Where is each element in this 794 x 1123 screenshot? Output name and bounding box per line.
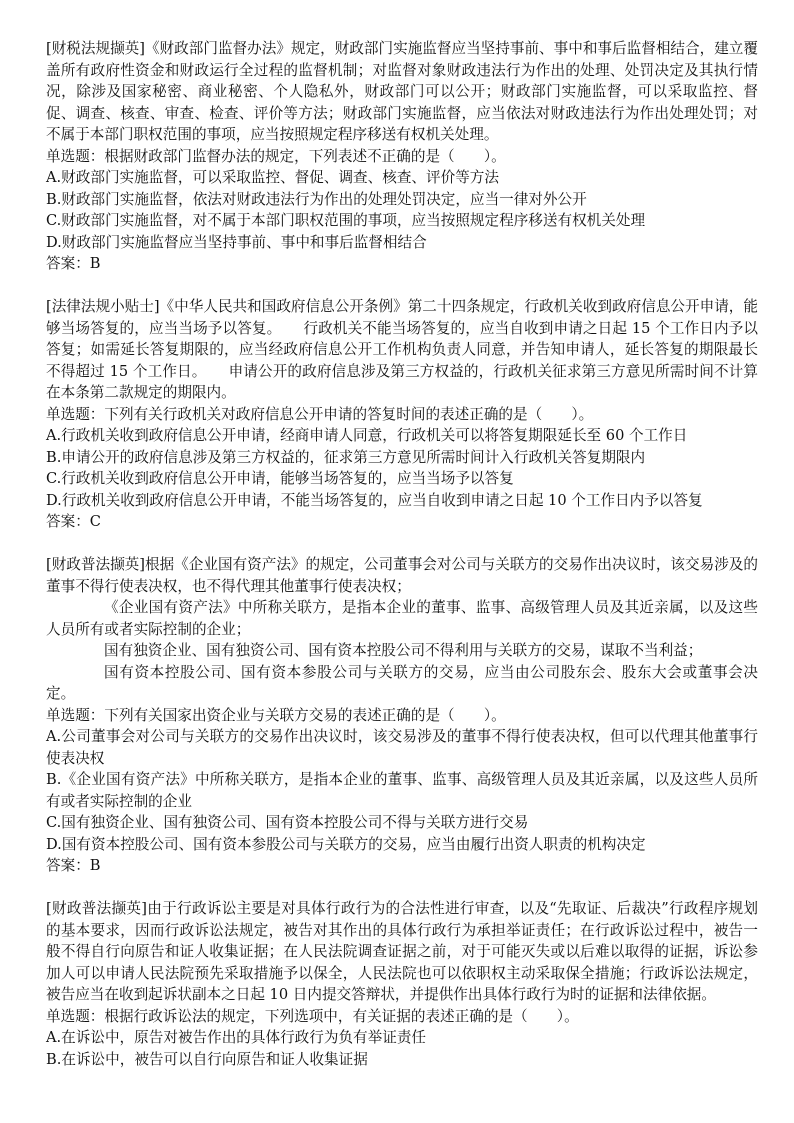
question-stem: 单选题：根据行政诉讼法的规定，下列选项中，有关证据的表述正确的是（ ）。	[46, 1007, 579, 1025]
background-paragraph: [法律法规小贴士]《中华人民共和国政府信息公开条例》第二十四条规定，行政机关收到政府信息公开申请，能够当场答复的，应当当场予以答复。 行政机关不能当场答复的，应当自收到申请之日起 15 个工作日内予以答复；如需延长答复期限的，应当经政府信息公开工作机构负责人同意，并告知申请人，延长答复的期限最长不得超过 15 个工作日。 申请公开的政府信息涉及第三方权益的，行政机关征求第三方意见所需时间不计算在本条第二款规定的期限内。	[46, 298, 758, 401]
option-d: D.国有资本控股公司、国有资本参股公司与关联方的交易，应当由履行出资人职责的机构决定	[46, 835, 646, 853]
option-a: A.公司董事会对公司与关联方的交易作出决议时，该交易涉及的董事不得行使表决权，但可以代理其他董事行使表决权	[46, 728, 758, 767]
background-paragraph: 《企业国有资产法》中所称关联方，是指本企业的董事、监事、高级管理人员及其近亲属，以及这些人员所有或者实际控制的企业；	[46, 599, 758, 638]
option-d: D.行政机关收到政府信息公开申请，不能当场答复的，应当自收到申请之日起 10 个工作日内予以答复	[46, 491, 703, 509]
option-b: B.《企业国有资产法》中所称关联方，是指本企业的董事、监事、高级管理人员及其近亲属，以及这些人员所有或者实际控制的企业	[46, 771, 758, 810]
question-stem: 单选题：下列有关行政机关对政府信息公开申请的答复时间的表述正确的是（ ）。	[46, 405, 594, 423]
option-b: B.财政部门实施监督，依法对财政违法行为作出的处理处罚决定，应当一律对外公开	[46, 190, 587, 208]
background-paragraph: [财政普法撷英]根据《企业国有资产法》的规定，公司董事会对公司与关联方的交易作出决议时，该交易涉及的董事不得行使表决权，也不得代理其他董事行使表决权；	[46, 556, 758, 595]
background-paragraph: [财政普法撷英]由于行政诉讼主要是对具体行政行为的合法性进行审查，以及“先取证、后裁决”行政程序规划的基本要求，因而行政诉讼法规定，被告对其作出的具体行政行为承担举证责任；在行政诉讼过程中，被告一般不得自行向原告和证人收集证据；在人民法院调查证据之前，对于可能灭失或以后难以取得的证据，诉讼参加人可以申请人民法院预先采取措施予以保全，人民法院也可以依职权主动采取保全措施；行政诉讼法规定，被告应当在收到起诉状副本之日起 10 日内提交答辩状，并提供作出具体行政行为时的证据和法律依据。	[46, 900, 758, 1003]
option-d: D.财政部门实施监督应当坚持事前、事中和事后监督相结合	[46, 233, 427, 251]
answer-line: 答案：B	[46, 857, 101, 874]
option-b: B.申请公开的政府信息涉及第三方权益的，征求第三方意见所需时间计入行政机关答复期限内	[46, 448, 646, 466]
question-block	[46, 554, 758, 877]
background-paragraph: 国有资本控股公司、国有资本参股公司与关联方的交易，应当由公司股东会、股东大会或董事会决定。	[46, 663, 758, 702]
answer-line: 答案：C	[46, 513, 101, 530]
option-a: A.行政机关收到政府信息公开申请，经商申请人同意，行政机关可以将答复期限延长至 60 个工作日	[46, 427, 688, 444]
option-c: C.财政部门实施监督，对不属于本部门职权范围的事项，应当按照规定程序移送有权机关处理	[46, 212, 646, 229]
document-page	[46, 38, 758, 1070]
option-a: A.财政部门实施监督，可以采取监控、督促、调查、核查、评价等方法	[46, 169, 499, 186]
question-block	[46, 38, 758, 275]
option-c: C.行政机关收到政府信息公开申请，能够当场答复的，应当当场予以答复	[46, 470, 514, 487]
question-stem: 单选题：根据财政部门监督办法的规定，下列表述不正确的是（ ）。	[46, 147, 506, 165]
background-paragraph: [财税法规撷英]《财政部门监督办法》规定，财政部门实施监督应当坚持事前、事中和事后监督相结合，建立覆盖所有政府性资金和财政运行全过程的监督机制；对监督对象财政违法行为作出的处理、处罚决定及其执行情况，除涉及国家秘密、商业秘密、个人隐私外，财政部门可以公开；财政部门实施监督，可以采取监控、督促、调查、核查、审查、检查、评价等方法；财政部门实施监督，应当依法对财政违法行为作出处理处罚；对不属于本部门职权范围的事项，应当按照规定程序移送有权机关处理。	[46, 40, 758, 143]
option-a: A.在诉讼中，原告对被告作出的具体行政行为负有举证责任	[46, 1029, 427, 1046]
background-paragraph: 国有独资企业、国有独资公司、国有资本控股公司不得利用与关联方的交易，谋取不当利益；	[104, 642, 703, 659]
option-b: B.在诉讼中，被告可以自行向原告和证人收集证据	[46, 1050, 368, 1068]
question-stem: 单选题：下列有关国家出资企业与关联方交易的表述正确的是（ ）。	[46, 706, 506, 724]
answer-line: 答案：B	[46, 255, 101, 272]
question-block	[46, 296, 758, 533]
option-c: C.国有独资企业、国有独资公司、国有资本控股公司不得与关联方进行交易	[46, 814, 529, 831]
question-block	[46, 898, 758, 1070]
